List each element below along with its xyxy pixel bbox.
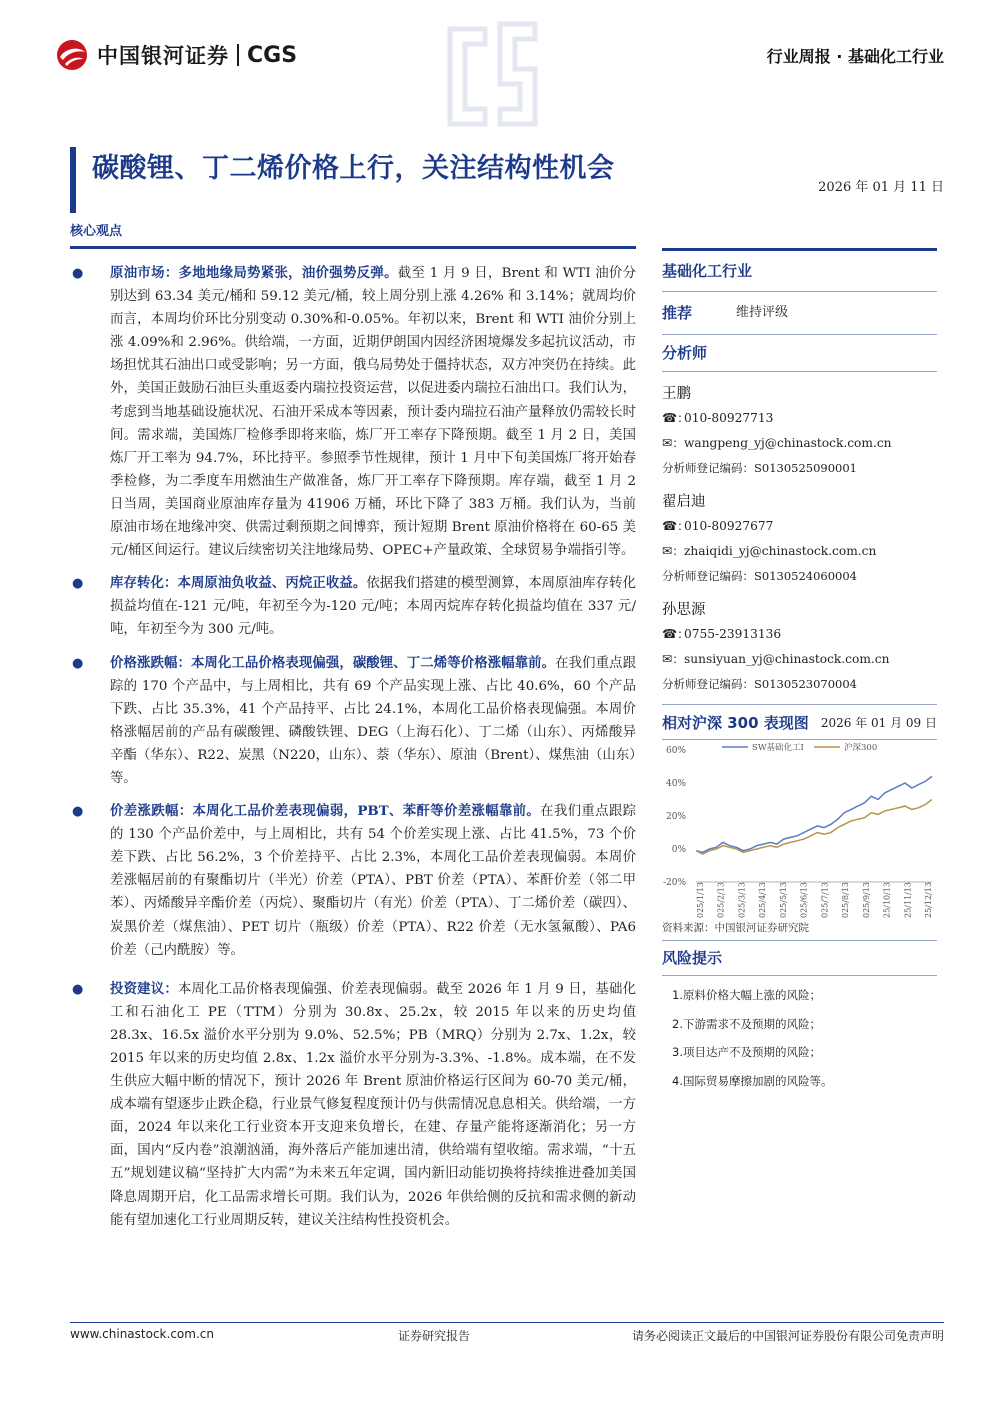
rating-row (662, 292, 937, 334)
analyst-phone: ☎：010-80927677 (662, 514, 937, 539)
y-tick-label: -20% (662, 878, 686, 888)
legend-label: SW基础化工Ⅰ (752, 743, 804, 753)
bullet-body: 截至 1 月 9 日，Brent 和 WTI 油价分别达到 63.34 美元/桶和 59.12 美元/桶，较上周分别上涨 4.26% 和 3.14%；就周均价而言，本周均价环比分别变动 0.30%和-0.05%。年初以来，Brent 和 WTI 油价分别上涨 4.09%和 2.96%。供给端，一方面，近期伊朗国内因经济困境爆发多起抗议活动，市场担忧其石油出口或受影响；另一方面，俄乌局势处于僵持状态，双方冲突仍在持续。此外，美国正鼓励石油巨头重返委内瑞拉投资运营，以促进委内瑞拉石油出口。我们认为，考虑到当地基础设施状况、石油开采成本等因素，预计委内瑞拉石油产量释放仍需较长时间。需求端，美国炼厂检修季即将来临，炼厂开工率存下降预期。截至 1 月 2 日，美国炼厂开工率为 94.7%，环比持平。参照季节性规律，预计 1 月中下旬美国炼厂将开始春季检修，为二季度车用燃油生产做准备，炼厂开工率存下降预期。库存端，截至 1 月 2 日当周，美国商业原油库存量为 41906 万桶，环比下降了 383 万桶。我们认为，当前原油市场在地缘冲突、供需过剩预期之间博弈，预计短期 Brent 原油价格将在 60-65 美元/桶区间运行。建议后续密切关注地缘局势、OPEC+产量政策、全球贸易争端指引等。 (110, 266, 637, 559)
analyst-card (662, 372, 937, 480)
bullet-body: 在我们重点跟踪的 130 个产品价差中，与上周相比，共有 54 个价差实现上涨、占比 41.5%，73 个价差下跌、占比 56.2%，3 个价差持平、占比 2.3%，本周化工品价差表现偏弱。本周价差涨幅居前的有聚酯切片（半光）价差（PTA）、PBT 价差（PTA）、苯酐价差（邻二甲苯）、丙烯酸异辛酯价差（丙烷）、聚酯切片（有光）价差（PTA）、丁二烯价差（碳四）、炭黑价差（煤焦油）、PET 切片（瓶级）价差（PTA）、R22 价差（无水氢氟酸）、PA6 价差（己内酰胺）等。 (110, 804, 637, 958)
email-icon: ✉： (662, 544, 685, 558)
phone-icon: ☎： (662, 519, 690, 533)
bullet-dot-icon: ● (72, 576, 84, 592)
risk-list (662, 976, 937, 1095)
x-tick-label: 025/9/13 (861, 882, 871, 918)
risk-item: 1.原料价格大幅上涨的风险； (672, 988, 821, 1002)
perf-chart-title: 相对沪深 300 表现图 (662, 713, 809, 732)
brand-logo (55, 38, 297, 72)
x-tick-label: 25/12/13 (924, 882, 933, 918)
x-tick-label: 025/8/13 (841, 882, 851, 918)
x-tick-label: 025/3/13 (737, 882, 747, 918)
core-views-body (70, 262, 636, 1242)
y-tick-label: 0% (671, 845, 686, 855)
risk-item: 3.项目达产不及预期的风险； (672, 1045, 821, 1059)
phone-icon: ☎： (662, 627, 690, 641)
bullet-price-change (70, 652, 636, 791)
risk-item: 4.国际贸易摩擦加剧的风险等。 (672, 1073, 833, 1088)
x-tick-label: 025/2/13 (716, 882, 726, 918)
bullet-lead: 原油市场：多地地缘局势紧张，油价强势反弹。 (110, 265, 398, 281)
analyst-reg-code: 分析师登记编码：S0130525090001 (662, 461, 857, 475)
analyst-email[interactable]: ✉：sunsiyuan_yj@chinastock.com.cn (662, 647, 937, 672)
risk-item: 2.下游需求不及预期的风险； (672, 1016, 821, 1031)
core-views-divider (70, 246, 636, 249)
y-tick-label: 20% (665, 812, 686, 822)
x-tick-label: 25/10/13 (882, 882, 892, 918)
email-icon: ✉： (662, 652, 685, 666)
bullet-spread-change (70, 800, 636, 962)
perf-chart-date: 2026 年 01 月 09 日 (820, 715, 937, 730)
x-tick-label: 025/1/13 (696, 882, 705, 918)
series-line (696, 776, 932, 852)
bullet-body: 在我们重点跟踪的 170 个产品中，与上周相比，共有 69 个产品实现上涨、占比 40.6%，60 个产品下跌、占比 35.3%，41 个产品持平、占比 24.1%，本周化工品价格表现偏强。本周价格涨幅居前的产品有碳酸锂、磷酸铁锂、DEG（上海石化）、丁二烯（山东）、丙烯酸异辛酯（华东）、R22、炭黑（N220，山东）、萘（华东）、原油（Brent）、煤焦油（山东）等。 (110, 655, 637, 786)
analyst-email[interactable]: ✉：wangpeng_yj@chinastock.com.cn (662, 431, 937, 456)
analyst-reg-code: 分析师登记编码：S0130523070004 (662, 677, 857, 691)
analyst-name: 翟启迪 (662, 494, 706, 510)
analyst-reg-code: 分析师登记编码：S0130524060004 (662, 569, 857, 583)
bullet-lead: 价差涨跌幅：本周化工品价差表现偏弱，PBT、苯酐等价差涨幅靠前。 (110, 803, 541, 820)
cgs-watermark (430, 14, 560, 134)
footer-disclaimer: 请务必阅读正文最后的中国银河证券股份有限公司免责声明 (631, 1329, 944, 1343)
risk-header: 风险提示 (662, 949, 723, 967)
brand-name-cn: 中国银河证券 (97, 44, 229, 68)
brand-name-en: CGS (247, 42, 298, 68)
report-date: 2026 年 01 月 11 日 (818, 180, 944, 195)
email-icon: ✉： (662, 436, 685, 450)
bullet-dot-icon: ● (72, 655, 84, 671)
rating-value: 维持评级 (736, 305, 789, 320)
galaxy-logo-icon (55, 38, 89, 72)
legend-label: 沪深300 (844, 743, 878, 753)
y-tick-label: 40% (665, 779, 686, 789)
bullet-dot-icon: ● (72, 981, 84, 997)
relative-performance-chart (662, 740, 937, 920)
sidebar (662, 248, 937, 1095)
phone-icon: ☎： (662, 411, 690, 425)
bullet-body: 依据我们搭建的模型测算，本周原油库存转化损益均值在-121 元/吨，年初至今为-120 元/吨；本周丙烷库存转化损益均值在 337 元/吨，年初至今为 300 元/吨。 (110, 576, 637, 638)
analyst-card (662, 480, 937, 588)
analyst-card (662, 588, 937, 696)
x-tick-label: 025/7/13 (820, 882, 830, 918)
analyst-name: 王鹏 (662, 386, 691, 402)
analyst-phone: ☎：010-80927713 (662, 406, 937, 431)
bullet-lead: 投资建议： (110, 980, 178, 997)
bullet-inventory (70, 572, 636, 641)
perf-chart-header (662, 705, 937, 739)
analyst-name: 孙思源 (662, 602, 706, 618)
brand-separator (237, 44, 239, 66)
analyst-email[interactable]: ✉：zhaiqidi_yj@chinastock.com.cn (662, 539, 937, 564)
footer-report-label: 证券研究报告 (398, 1329, 471, 1343)
x-tick-label: 25/11/13 (903, 882, 913, 918)
bullet-investment-advice (70, 978, 636, 1232)
analyst-phone: ☎：0755-23913136 (662, 622, 937, 647)
report-title: 碳酸锂、丁二烯价格上行，关注结构性机会 (92, 153, 615, 184)
industry-name: 基础化工行业 (662, 262, 753, 280)
bullet-dot-icon: ● (72, 804, 84, 820)
report-type: 行业周报 · 基础化工行业 (766, 47, 944, 66)
core-views-label: 核心观点 (70, 224, 123, 239)
title-accent-bar (70, 147, 76, 213)
bullet-dot-icon: ● (72, 266, 84, 281)
rating-label: 推荐 (662, 304, 693, 322)
x-tick-label: 025/5/13 (778, 882, 788, 918)
analyst-header: 分析师 (662, 344, 708, 362)
chart-source: 资料来源：中国银河证券研究院 (662, 922, 809, 934)
bullet-lead: 库存转化：本周原油负收益、丙烷正收益。 (110, 575, 367, 592)
x-tick-label: 025/4/13 (758, 882, 768, 918)
bullet-body: 本周化工品价格表现偏强、价差表现偏弱。截至 2026 年 1 月 9 日，基础化工和石油化工 PE（TTM）分别为 30.8x、25.2x，较 2015 年以来的历史均值 28.3x、16.5x 溢价水平分别为 9.0%、52.5%；PB（MRQ）分别为 2.7x、1.2x，较 2015 年以来的历史均值 2.8x、1.2x 溢价水平分别为-3.3%、-1.8%。成本端，在不发生供应大幅中断的情况下，预计 2026 年 Brent 原油价格运行区间为 60-70 美元/桶，成本端有望逐步止跌企稳，行业景气修复程度预计仍与供需情况息息相关。供给端，一方面，2024 年以来化工行业资本开支迎来负增长，在建、存量产能将逐渐消化；另一方面，国内“反内卷”浪潮汹涌，海外落后产能加速出清，供给端有望收缩。需求端，“十五五”规划建议稿“坚持扩大内需”为未来五年定调，国内新旧动能切换将持续推进叠加美国降息周期开启，化工品需求增长可期。我们认为，2026 年供给侧的反抗和需求侧的新动能有望加速化工行业周期反转，建议关注结构性投资机会。 (110, 981, 637, 1228)
footer-website-link[interactable]: www.chinastock.com.cn (70, 1327, 214, 1341)
y-tick-label: 60% (665, 746, 686, 756)
x-tick-label: 025/6/13 (799, 882, 809, 918)
bullet-lead: 价格涨跌幅：本周化工品价格表现偏强，碳酸锂、丁二烯等价格涨幅靠前。 (110, 654, 556, 671)
footer-divider (70, 1322, 944, 1323)
bullet-oil-market (70, 262, 636, 562)
